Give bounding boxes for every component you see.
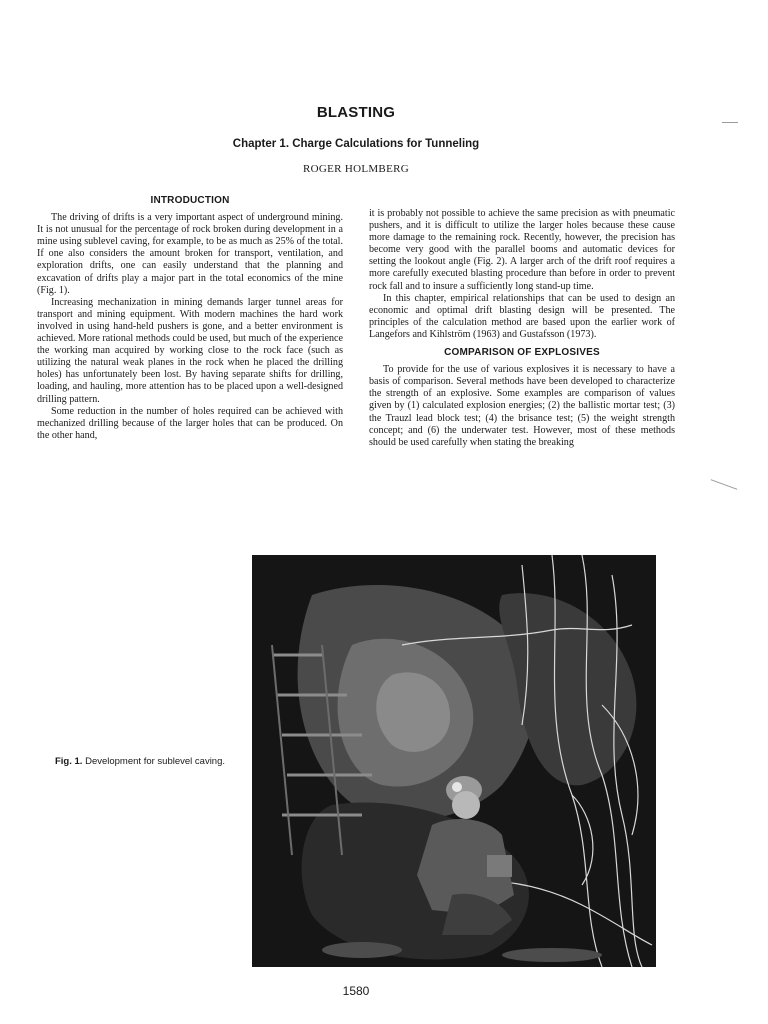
figure-label: Fig. 1. [54,756,83,767]
chapter-overview-paragraph: In this chapter, empirical relationships that can be used to design an economic and optimal drift blasting design will be presented. The principles of the calculation method are based upon the earlier work of Langefors and Kihlström (1963) and Gustafsson (1973). [369,292,675,340]
left-column [37,195,343,442]
intro-paragraph-1: The driving of drifts is a very important aspect of underground mining. It is not unusual for the percentage of rock broken during development in a mine using sublevel caving, for example, to be as much as 25% of the total. If one also considers the amount broken for transport, ventilation, and exploration drifts, one can easily understand that the planning and excavation of drifts play a major part in the total economics of the mine (Fig. 1). [37,212,343,296]
page-number: 1580 [342,984,370,998]
comparison-heading: COMPARISON OF EXPLOSIVES [444,347,600,359]
author-name: ROGER HOLMBERG [303,163,409,175]
right-column [369,208,675,449]
intro-paragraph-2: Increasing mechanization in mining demands larger tunnel areas for transport and mining equipment. With modern machines the hard work involved in using hand-held pushers is gone, and a better environment is achieved. More rational methods could be used, but much of the experience the working man acquired by working close to the rock face (such as utilizing the natural weak planes in the rock when he placed the drilling holes) has unfortunately been lost. By having separate shifts for drilling, loading, and hauling, more attention has to be placed upon a well-designed drilling pattern. [37,296,343,405]
chapter-title: Chapter 1. Charge Calculations for Tunneling [232,138,480,150]
margin-mark [722,122,738,123]
introduction-heading: INTRODUCTION [150,195,230,206]
mine-drift-photo [252,555,656,967]
page-title: BLASTING [316,104,396,121]
figure-photo [252,555,656,967]
margin-mark [711,479,738,490]
figure-caption-text: Development for sublevel caving. [85,756,226,767]
intro-paragraph-3: Some reduction in the number of holes required can be achieved with mechanized drilling because of the larger holes that can be produced. On the other hand, [37,405,343,441]
comparison-paragraph: To provide for the use of various explosives it is necessary to have a basis of comparison. Several methods have been developed to characterize the strength of an explosive. Some examples are comparison of values given by (1) calculated explosion energies; (2) the ballistic mortar test; (3) the Trauzl lead block test; (4) the brisance test; (5) the weight strength concept; and (6) the underwater test. However, most of these methods should be used carefully when stating the breaking [369,364,675,448]
continued-paragraph: it is probably not possible to achieve the same precision as with pneumatic pushers, and it is difficult to utilize the larger holes because these cause more damage to the remaining rock. Recently, however, the precision has become very good with the parallel booms and automatic devices for setting the lookout angle (Fig. 2). A larger arch of the drift roof requires a more carefully executed blasting procedure than before in order to prevent rock fall and to insure a sufficiently long stand-up time. [369,208,675,292]
figure-caption [50,756,230,768]
